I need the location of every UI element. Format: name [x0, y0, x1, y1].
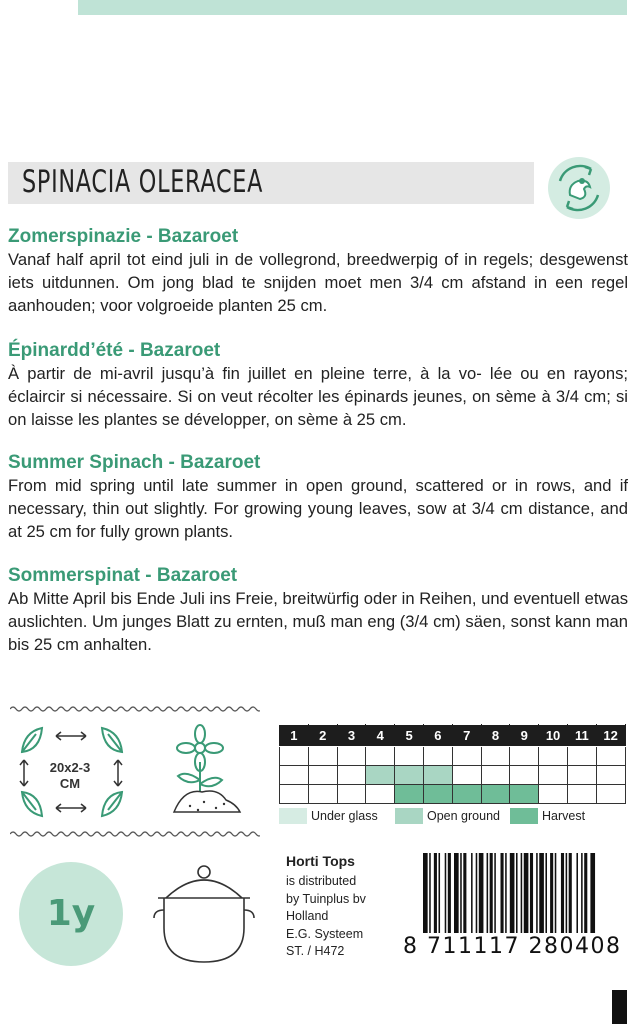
- calendar-cell: [366, 766, 395, 785]
- calendar-cell: [596, 785, 625, 804]
- calendar-cell: [423, 785, 452, 804]
- section-french: [8, 340, 628, 432]
- month-label: 2: [308, 725, 337, 747]
- section-title: Sommerspinat - Bazaroet: [8, 565, 238, 586]
- corner-mark: [612, 990, 627, 1024]
- month-label: 4: [366, 725, 395, 747]
- wavy-divider-top: [10, 705, 260, 713]
- calendar-cell: [539, 766, 568, 785]
- calendar-cell: [510, 747, 539, 766]
- sowing-calendar: [279, 724, 626, 804]
- section-text: À partir de mi-avril jusqu’à fin juillet en pleine terre, à la vo- lée ou en rayons; éclaircir si nécessaire. Si on veut récolter les épinards jeunes, on sème à 3/4 cm; si on laisse les plantes se développer, on sème à 25 cm.: [8, 364, 628, 430]
- calendar-cell: [452, 766, 481, 785]
- calendar-cell: [395, 747, 424, 766]
- calendar-cell: [366, 747, 395, 766]
- calendar-cell: [567, 785, 596, 804]
- legend-label: Open ground: [427, 809, 500, 823]
- calendar-cell: [596, 747, 625, 766]
- top-color-band: [78, 0, 627, 15]
- calendar-cell: [337, 766, 366, 785]
- latin-name: SPINACIA OLERACEA: [22, 164, 264, 200]
- calendar-cell: [395, 766, 424, 785]
- calendar-cell: [423, 747, 452, 766]
- calendar-row-open-ground: [280, 766, 626, 785]
- legend-swatch: [279, 808, 307, 824]
- month-label: 8: [481, 725, 510, 747]
- calendar-cell: [596, 766, 625, 785]
- calendar-cell: [280, 785, 309, 804]
- section-text: From mid spring until late summer in open ground, scattered or in rows, and if necessary, thin out slightly. For growing young leaves, sow at 3/4 cm distance, and at 25 cm for fully grown plants.: [8, 476, 628, 542]
- calendar-row-under-glass: [280, 747, 626, 766]
- section-title: Zomerspinazie - Bazaroet: [8, 226, 239, 247]
- calendar-cell: [539, 785, 568, 804]
- legend-label: Harvest: [542, 809, 586, 823]
- month-label: 11: [567, 725, 596, 747]
- month-label: 10: [539, 725, 568, 747]
- month-label: 6: [423, 725, 452, 747]
- calendar-cell: [510, 785, 539, 804]
- spacing-value: 20x2-3: [49, 760, 91, 775]
- distributor-line: ST. / H472: [286, 944, 345, 958]
- calendar-cell: [539, 747, 568, 766]
- section-title: Summer Spinach - Bazaroet: [8, 452, 261, 473]
- calendar-cell: [280, 766, 309, 785]
- calendar-cell: [481, 766, 510, 785]
- month-label: 5: [395, 725, 424, 747]
- wavy-divider-bottom: [10, 830, 260, 838]
- calendar-cell: [481, 747, 510, 766]
- month-label: 1: [280, 725, 309, 747]
- legend-label: Under glass: [311, 809, 378, 823]
- calendar-cell: [423, 766, 452, 785]
- section-dutch: [8, 226, 628, 318]
- calendar-row-harvest: [280, 785, 626, 804]
- calendar-cell: [366, 785, 395, 804]
- calendar-cell: [337, 785, 366, 804]
- calendar-cell: [567, 747, 596, 766]
- barcode-number: 8 711117 280408: [403, 934, 622, 959]
- calendar-cell: [308, 785, 337, 804]
- distributor-line: by Tuinplus bv: [286, 891, 366, 906]
- distributor-line: Holland: [286, 909, 329, 923]
- brand-name: Horti Tops: [286, 853, 355, 869]
- distributor-line: is distributed: [286, 874, 357, 888]
- cooking-pot-icon: [148, 858, 260, 968]
- calendar-cell: [395, 785, 424, 804]
- calendar-cell: [337, 747, 366, 766]
- month-label: 9: [510, 725, 539, 747]
- flower-plant-icon: [160, 724, 252, 820]
- calendar-cell: [452, 785, 481, 804]
- calendar-cell: [481, 785, 510, 804]
- month-label: 3: [337, 725, 366, 747]
- distributor-line: E.G. Systeem: [286, 926, 364, 941]
- distributor-info: [286, 873, 366, 961]
- section-text: Ab Mitte April bis Ende Juli ins Freie, breitwürfig oder in Reihen, und eventuell etwas auslichten. Um junges Blatt zu ernten, muß man eng (3/4 cm) säen, sonst kann man bis 25 cm anhalten.: [8, 589, 628, 655]
- calendar-cell: [510, 766, 539, 785]
- month-label: 7: [452, 725, 481, 747]
- spacing-unit: CM: [59, 776, 81, 791]
- legend-swatch: [510, 808, 538, 824]
- calendar-cell: [567, 766, 596, 785]
- calendar-cell: [308, 747, 337, 766]
- sowing-cycle-icon: [546, 155, 612, 221]
- legend-swatch: [395, 808, 423, 824]
- calendar-cell: [452, 747, 481, 766]
- calendar-months: [280, 725, 626, 747]
- life-cycle-value: 1y: [46, 893, 96, 934]
- calendar-cell: [280, 747, 309, 766]
- section-english: [8, 452, 628, 544]
- section-text: Vanaf half april tot eind juli in de vollegrond, breedwerpig of in regels; desgewenst iets uitdunnen. Om jong blad te snijden moet men 3/4 cm afstand in een regel aanhouden; voor volgroeide planten 25 cm.: [8, 250, 628, 316]
- calendar-cell: [308, 766, 337, 785]
- section-german: [8, 565, 628, 657]
- month-label: 12: [596, 725, 625, 747]
- section-title: Épinardd’été - Bazaroet: [8, 340, 221, 361]
